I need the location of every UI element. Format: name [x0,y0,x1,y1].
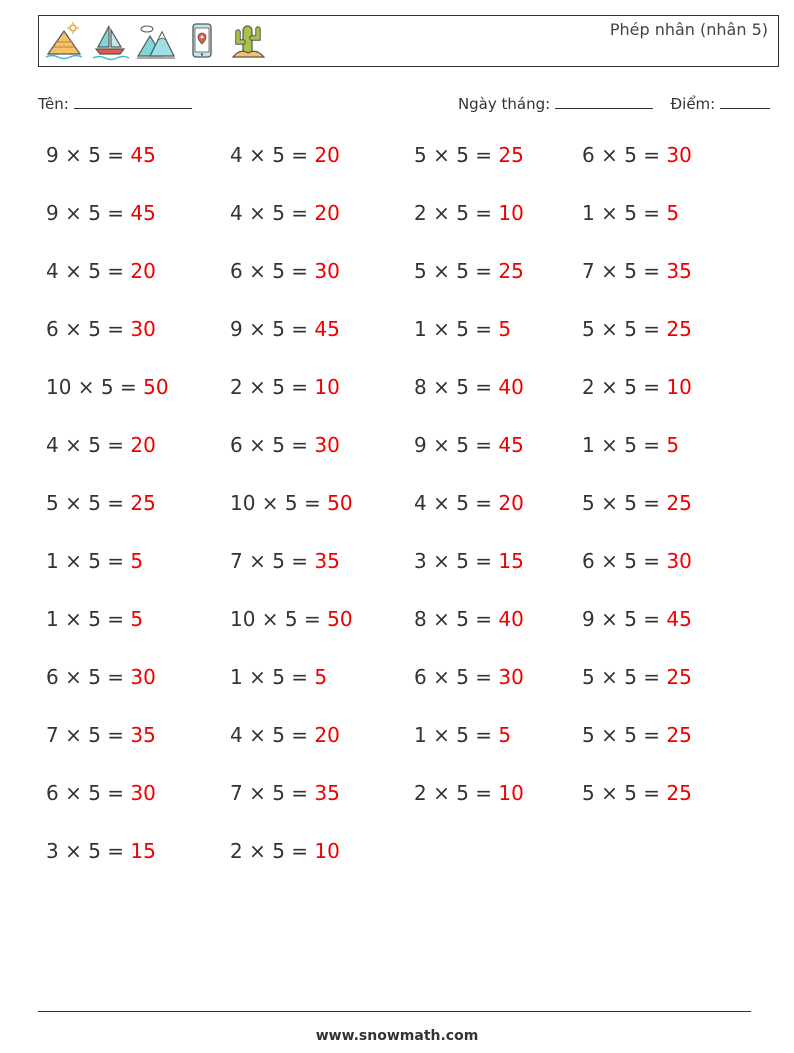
problem-question: 9 × 5 = [46,143,131,167]
problem-answer: 30 [314,433,340,457]
problem-answer: 50 [327,607,353,631]
problem-question: 5 × 5 = [414,259,499,283]
problem-answer: 10 [314,375,340,399]
problem-answer: 20 [130,259,156,283]
problem-question: 6 × 5 = [46,317,131,341]
problem-answer: 30 [130,781,156,805]
problem-question: 5 × 5 = [414,143,499,167]
sheet-title: Phép nhân (nhân 5) [609,20,768,39]
name-label: Tên: [38,95,69,113]
problem-question: 7 × 5 = [46,723,131,747]
problem-item [46,491,156,515]
problem-question: 10 × 5 = [230,607,328,631]
problem-question: 5 × 5 = [582,723,667,747]
problem-answer: 5 [498,723,512,747]
problem-answer: 35 [130,723,156,747]
problem-answer: 30 [666,143,692,167]
problem-answer: 30 [666,549,692,573]
problem-question: 4 × 5 = [46,259,131,283]
problem-item [230,259,340,283]
problem-answer: 45 [498,433,524,457]
problem-question: 5 × 5 = [582,317,667,341]
date-score-fields [458,94,770,113]
problem-question: 5 × 5 = [582,665,667,689]
problem-item [414,317,511,341]
date-label: Ngày tháng: [457,95,551,113]
problem-item [230,491,353,515]
problem-item [582,607,692,631]
problem-answer: 30 [130,665,156,689]
problem-question: 9 × 5 = [414,433,499,457]
problem-question: 7 × 5 = [230,781,315,805]
problem-answer: 20 [130,433,156,457]
problem-item [582,317,692,341]
footer-divider [38,1011,751,1012]
problem-question: 9 × 5 = [582,607,667,631]
problem-question: 4 × 5 = [46,433,131,457]
problem-answer: 10 [314,839,340,863]
problem-answer: 25 [498,143,524,167]
problem-answer: 20 [314,143,340,167]
problem-question: 1 × 5 = [582,201,667,225]
problem-item [230,433,340,457]
problem-question: 2 × 5 = [230,375,315,399]
problem-item [230,549,340,573]
problem-answer: 25 [666,781,692,805]
problem-answer: 30 [314,259,340,283]
problem-item [414,723,511,747]
problem-item [230,317,340,341]
footer-url: www.snowmath.com [315,1028,479,1044]
problem-item [582,665,692,689]
problem-answer: 5 [666,433,680,457]
problem-item [46,259,156,283]
problem-answer: 40 [498,375,524,399]
cactus-icon [228,20,268,62]
problem-answer: 25 [498,259,524,283]
problem-answer: 45 [130,143,156,167]
problem-answer: 40 [498,607,524,631]
pyramid-icon [44,20,84,62]
problem-answer: 25 [666,491,692,515]
problem-question: 2 × 5 = [582,375,667,399]
problem-question: 9 × 5 = [230,317,315,341]
problem-answer: 25 [666,317,692,341]
problem-question: 2 × 5 = [414,781,499,805]
problem-answer: 20 [314,723,340,747]
problem-answer: 50 [327,491,353,515]
problem-answer: 5 [130,607,144,631]
problem-item [46,201,156,225]
problem-answer: 5 [666,201,680,225]
problem-question: 4 × 5 = [230,723,315,747]
problem-question: 7 × 5 = [230,549,315,573]
problem-item [414,143,524,167]
problem-question: 5 × 5 = [46,491,131,515]
problem-item [414,433,524,457]
problem-answer: 30 [498,665,524,689]
problem-item [414,607,524,631]
problem-item [230,375,340,399]
problem-item [230,781,340,805]
problem-item [414,201,524,225]
score-label: Điểm: [670,95,716,113]
problem-question: 7 × 5 = [582,259,667,283]
problem-question: 10 × 5 = [46,375,144,399]
problem-answer: 5 [130,549,144,573]
problem-item [46,665,156,689]
problem-item [230,143,340,167]
problem-answer: 10 [666,375,692,399]
problem-item [46,781,156,805]
problem-answer: 45 [130,201,156,225]
problem-question: 8 × 5 = [414,375,499,399]
problem-item [46,607,143,631]
problem-item [582,723,692,747]
problem-question: 6 × 5 = [230,259,315,283]
mountains-icon [136,20,176,62]
problem-question: 6 × 5 = [230,433,315,457]
problem-answer: 25 [666,723,692,747]
problem-question: 6 × 5 = [46,665,131,689]
problem-item [414,491,524,515]
problem-item [414,549,524,573]
problem-answer: 5 [498,317,512,341]
icon-strip [44,20,268,62]
problem-question: 4 × 5 = [414,491,499,515]
problem-item [582,491,692,515]
score-blank[interactable] [720,94,770,109]
problem-item [414,781,524,805]
problem-item [230,201,340,225]
date-blank[interactable] [555,94,653,109]
problem-question: 1 × 5 = [46,549,131,573]
problem-item [414,375,524,399]
problem-question: 1 × 5 = [414,317,499,341]
problem-item [582,201,679,225]
problem-answer: 25 [130,491,156,515]
problem-answer: 45 [666,607,692,631]
problem-item [230,607,353,631]
problem-answer: 10 [498,201,524,225]
problem-item [582,143,692,167]
problem-question: 4 × 5 = [230,143,315,167]
problem-item [230,839,340,863]
problem-item [582,259,692,283]
problem-question: 1 × 5 = [414,723,499,747]
problem-item [230,665,327,689]
problem-question: 1 × 5 = [582,433,667,457]
problem-answer: 35 [314,781,340,805]
problem-item [414,259,524,283]
name-blank[interactable] [74,94,192,109]
problem-question: 4 × 5 = [230,201,315,225]
problem-item [582,375,692,399]
problem-question: 1 × 5 = [230,665,315,689]
name-field [38,94,192,113]
problem-answer: 20 [498,491,524,515]
problem-answer: 45 [314,317,340,341]
problem-answer: 35 [666,259,692,283]
problem-item [46,549,143,573]
problem-item [46,317,156,341]
problem-item [582,549,692,573]
problem-question: 3 × 5 = [46,839,131,863]
problem-question: 5 × 5 = [582,491,667,515]
problem-item [414,665,524,689]
problem-item [582,781,692,805]
problem-question: 3 × 5 = [414,549,499,573]
problem-answer: 15 [498,549,524,573]
problem-answer: 20 [314,201,340,225]
problem-answer: 25 [666,665,692,689]
problem-item [230,723,340,747]
problem-item [46,143,156,167]
problem-question: 6 × 5 = [582,549,667,573]
problem-question: 6 × 5 = [46,781,131,805]
problem-question: 6 × 5 = [414,665,499,689]
problem-answer: 50 [143,375,169,399]
problem-answer: 5 [314,665,328,689]
problem-answer: 35 [314,549,340,573]
problem-question: 5 × 5 = [582,781,667,805]
problem-item [582,433,679,457]
problem-question: 6 × 5 = [582,143,667,167]
problem-item [46,375,169,399]
problem-item [46,839,156,863]
problem-question: 10 × 5 = [230,491,328,515]
phone-location-icon [182,20,222,62]
problem-answer: 30 [130,317,156,341]
problem-question: 8 × 5 = [414,607,499,631]
problem-item [46,433,156,457]
problem-answer: 15 [130,839,156,863]
problem-question: 2 × 5 = [414,201,499,225]
problem-question: 1 × 5 = [46,607,131,631]
problem-question: 2 × 5 = [230,839,315,863]
sailboat-icon [90,20,130,62]
problem-answer: 10 [498,781,524,805]
header-box [38,15,779,67]
problem-item [46,723,156,747]
problem-question: 9 × 5 = [46,201,131,225]
